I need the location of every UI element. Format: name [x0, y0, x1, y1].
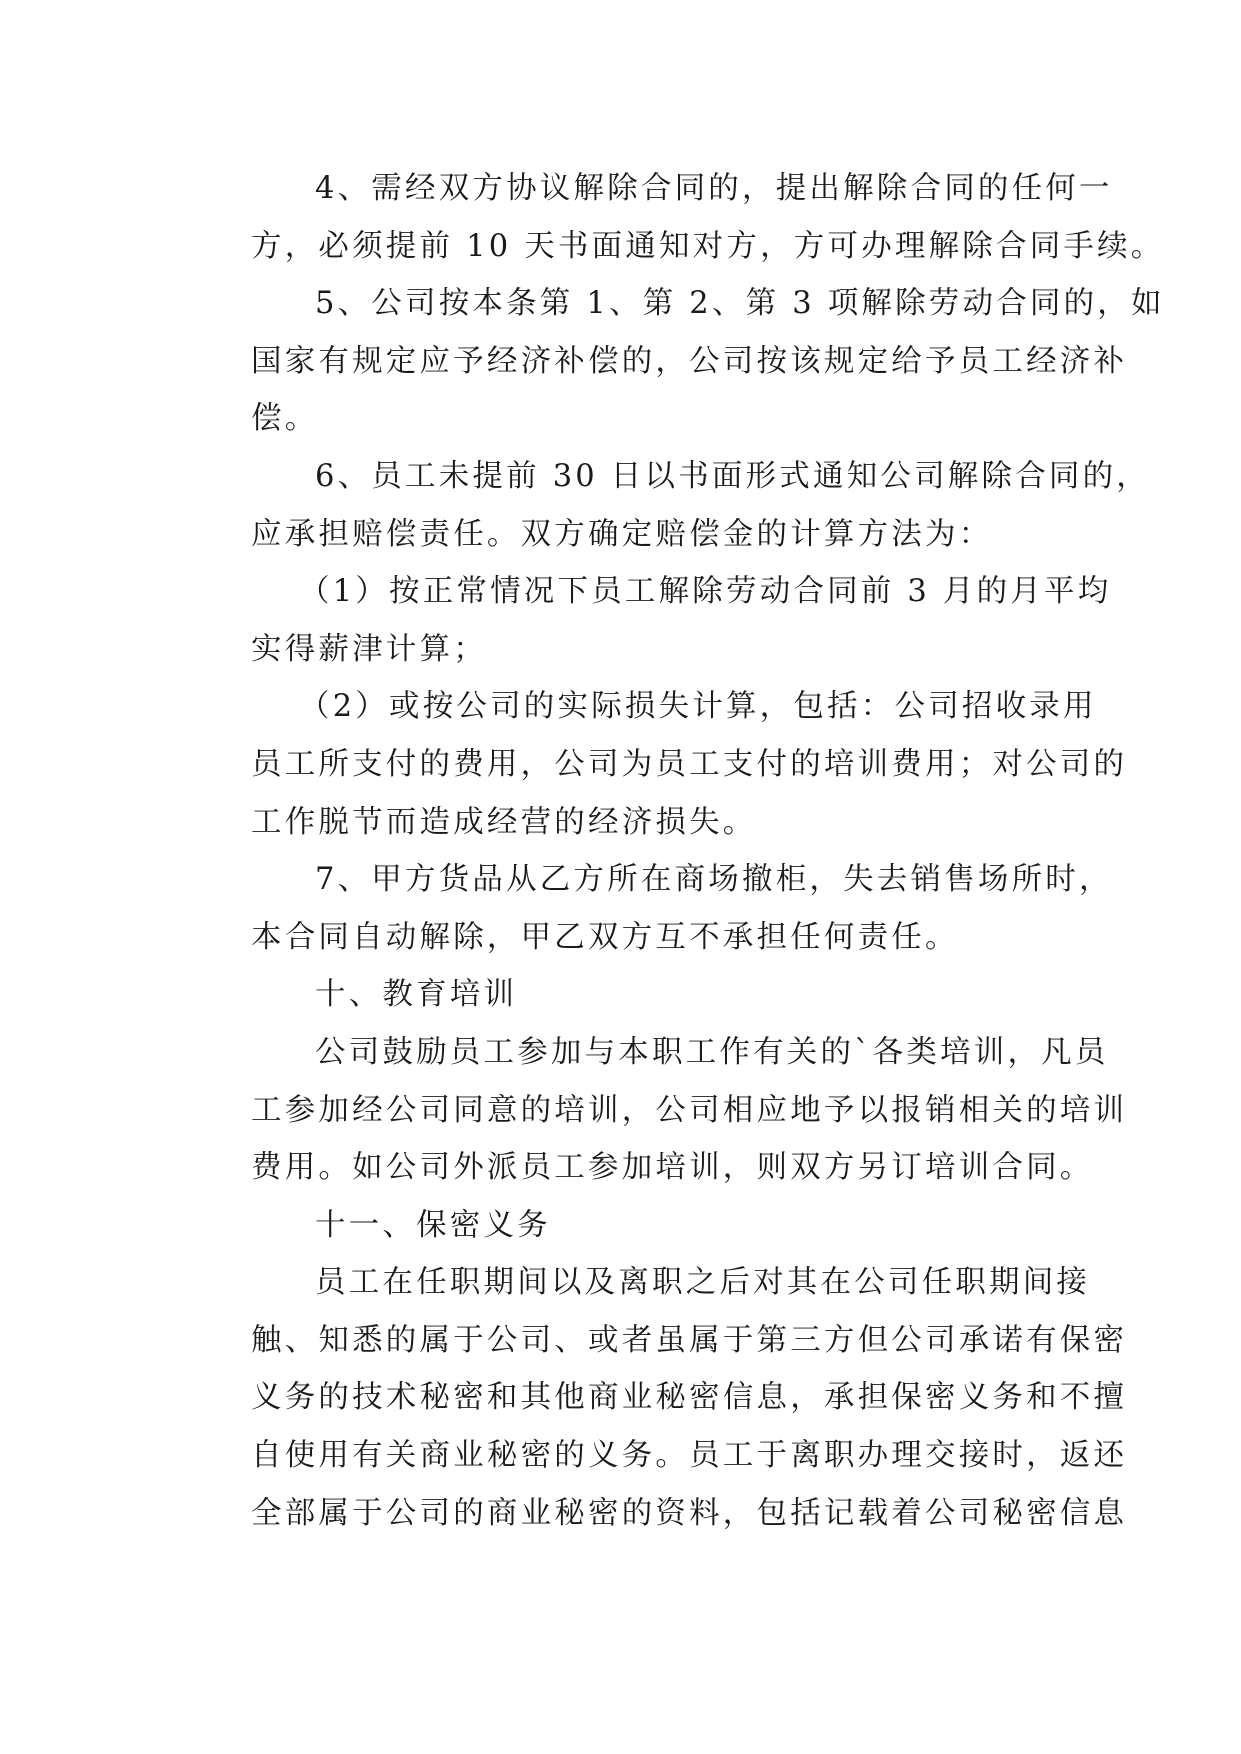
text-line: 工参加经公司同意的培训，公司相应地予以报销相关的培训 [251, 1092, 1128, 1128]
paragraph-clause-6 [190, 448, 1151, 563]
text-line: （2）或按公司的实际损失计算，包括：公司招收录用 [299, 689, 1097, 725]
text-line: （1）按正常情况下员工解除劳动合同前 3 月的月平均 [299, 574, 1112, 610]
text-line: 5、公司按本条第 1、第 2、第 3 项解除劳动合同的，如 [315, 286, 1165, 322]
text-line: 员工在任职期间以及离职之后对其在公司任职期间接 [315, 1265, 1091, 1301]
paragraph-clause-7 [190, 851, 1113, 966]
paragraph-clause-4 [190, 160, 1165, 275]
text-line: 员工所支付的费用，公司为员工支付的培训费用；对公司的 [251, 746, 1128, 782]
text-line: 方，必须提前 10 天书面通知对方，方可办理解除合同手续。 [251, 228, 1165, 264]
text-line: 国家有规定应予经济补偿的，公司按该规定给予员工经济补 [251, 343, 1128, 379]
text-line: 义务的技术秘密和其他商业秘密信息，承担保密义务和不擅 [251, 1380, 1128, 1416]
document-body [190, 160, 1165, 1542]
paragraph-clause-6-item-2 [190, 678, 1128, 851]
text-line: 自使用有关商业秘密的义务。员工于离职办理交接时，返还 [251, 1438, 1128, 1474]
text-line: 触、知悉的属于公司、或者虽属于第三方但公司承诺有保密 [251, 1322, 1128, 1358]
paragraph-confidentiality [190, 1254, 1128, 1542]
text-line: 全部属于公司的商业秘密的资料，包括记载着公司秘密信息 [251, 1495, 1128, 1531]
paragraph-clause-5 [190, 275, 1165, 448]
section-heading-text: 十一、保密义务 [315, 1207, 551, 1243]
text-line: 应承担赔偿责任。双方确定赔偿金的计算方法为： [251, 516, 993, 552]
section-heading-education-training [190, 966, 1054, 1024]
text-line: 公司鼓励员工参加与本职工作有关的`各类培训，凡员 [315, 1034, 1109, 1070]
paragraph-education-training [190, 1024, 1128, 1197]
text-line: 费用。如公司外派员工参加培训，则双方另订培训合同。 [251, 1150, 1094, 1186]
text-line: 4、需经双方协议解除合同的，提出解除合同的任何一 [315, 171, 1113, 206]
text-line: 本合同自动解除，甲乙双方互不承担任何责任。 [251, 919, 959, 955]
text-line: 偿。 [251, 401, 319, 437]
text-line: 6、员工未提前 30 日以书面形式通知公司解除合同的， [315, 458, 1151, 494]
section-heading-text: 十、教育培训 [315, 977, 518, 1013]
text-line: 工作脱节而造成经营的经济损失。 [251, 804, 757, 840]
paragraph-clause-6-item-1 [190, 563, 1112, 678]
section-heading-confidentiality [190, 1197, 1054, 1255]
text-line: 7、甲方货品从乙方所在商场撤柜，失去销售场所时， [315, 862, 1113, 898]
text-line: 实得薪津计算； [251, 631, 487, 667]
